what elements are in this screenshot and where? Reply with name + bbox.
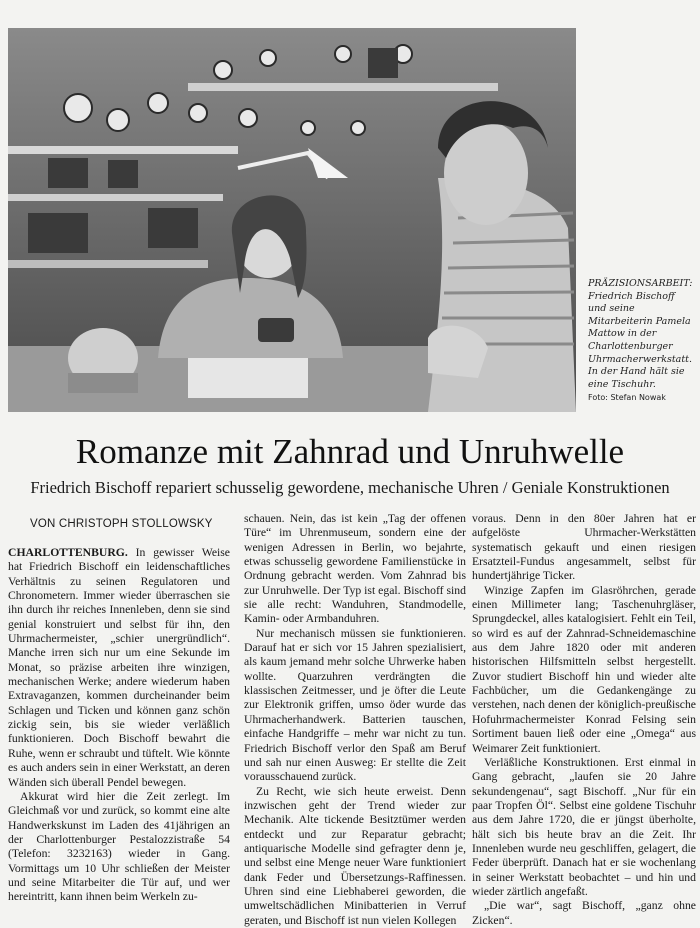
column-2-paragraph-3: Zu Recht, wie sich heute erweist. Denn inzwischen geht der Trend wieder zur Mechanik. Alte tickende Besitztümer werden entdeckt und zur Reparatur gebracht; antiquarische Modelle sind gefragter denn je, und selbst eine Menge neuer Ware funktioniert dank Feder und Übersetzungs-Raffinessen. Uhren sind eine Liebhaberei geworden, die umweltschädlichen Minibatterien in Verruf geraten, und Bischoff ist nun vielen Kollegen (244, 784, 466, 927)
caption-body: Friedrich Bischoff und seine Mitarbeiterin Pamela Mattow in der Charlottenburger Uhrmacherwerkstatt. In der Hand hält sie eine Tischuhr. (588, 290, 693, 390)
article-column-3 (472, 512, 696, 927)
column-3-paragraph-3: Verläßliche Konstruktionen. Erst einmal in Gang gebracht, „laufen sie 20 Jahre sekundengenau“, sagt Bischoff. „Nur für ein paar Tropfen Öl“. Selbst eine goldene Tischuhr aus dem Jahre 1720, die er jüngst überholte, hält sich bis heute brav an die Zeit. Ihr Innenleben wurde neu geschliffen, gelagert, die Feder überprüft. Danach hat er sie wochenlang in seiner Werkstatt beobachtet – und hin und wieder zärtlich angefaßt. (472, 755, 696, 898)
column-2-paragraph-1: schauen. Nein, das ist kein „Tag der offenen Türe“ im Uhrenmuseum, sondern eine der wenigen Adressen in Berlin, wo bejahrte, etwas schusselig gewordene Familienstücke in Ordnung gebracht werden. Vom Zahnrad bis zur Unruhwelle. Der Typ ist egal. Bischoff sind sie alle recht: Wanduhren, Standmodelle, Kamin- oder Armbanduhren. (244, 512, 466, 626)
column-1-paragraph-1 (8, 546, 230, 790)
column-3-paragraph-4: „Die war“, sagt Bischoff, „ganz ohne Zicken“. (472, 899, 696, 927)
column-1-paragraph-2: Akkurat wird hier die Zeit zerlegt. Im Gleichmaß vor und zurück, so kommt eine alte Handwerkskunst im Laden des 41jährigen an der Charlottenburger Pestalozzistraße 54 (Telefon: 3232163) wieder in Gang. Vormittags um 10 Uhr schließen der Meister und seine Mitarbeiter die Tür auf, und wer hereintritt, kann ihnen beim Werkeln zu- (8, 789, 230, 904)
photo-caption (588, 278, 696, 405)
column-3-paragraph-2: Winzige Zapfen im Glasröhrchen, gerade einen Millimeter lang; Taschenuhrgläser, Sprungdeckel, alles katalogisiert. Fehlt ein Teil, so wird es auf der Zahnrad-Schneidemaschine aus dem Jahre 1820 oder mit anderen historischen Hilfsmitteln selbst hergestellt. Zuvor studiert Bischoff hin und wieder alte Fachbücher, um die Gedankengänge zu verstehen, nach denen der königlich-preußische Hofuhrmachermeister Konrad Felsing sein Sortiment bauen ließ oder eine „Omega“ aus Weimarer Zeit funktioniert. (472, 583, 696, 755)
article-subheadline: Friedrich Bischoff repariert schusselig gewordene, mechanische Uhren / Geniale Konstruktionen (30, 478, 670, 497)
article-column-2 (244, 512, 466, 927)
photo-credit: Foto: Stefan Nowak (588, 393, 666, 403)
dateline: CHARLOTTENBURG. (8, 546, 128, 559)
article-column-1 (8, 546, 230, 904)
workshop-photo-illustration (8, 28, 576, 412)
article-byline: VON CHRISTOPH STOLLOWSKY (30, 518, 213, 530)
article-headline: Romanze mit Zahnrad und Unruhwelle (75, 432, 625, 471)
column-2-paragraph-2: Nur mechanisch müssen sie funktionieren. Darauf hat er sich vor 15 Jahren spezialisiert, als kaum jemand mehr solche Uhrwerke haben wollte. Quarzuhren verdrängten die klassischen Zeitmesser, und je öfter die Leute zur Elektronik griffen, umso öder wurde das Uhrmacherhandwerk. Batterien tauschen, einfache Handgriffe – mehr war nicht zu tun. Friedrich Bischoff verlor den Spaß am Beruf und sah nur einen Ausweg: Er stellte die Zeit vorausschauend zurück. (244, 626, 466, 784)
article-photo (8, 28, 576, 412)
column-1-text-1: In gewisser Weise hat Friedrich Bischoff ein leidenschaftliches Verhältnis zu seinen Regulatoren und Chronometern. Immer wieder überraschen sie ihn durch ihr reiches Innenleben, denn sie sind genial konstruiert und selbst für ihn, den Uhrmachermeister, „schier unergründlich“. Manche irren sich nur um eine Sekunde im Monat, so präzise arbeiten ihre winzigen, mechanischen Werke; andere wiederum haben Extravaganzen, kommen durcheinander beim Schlagen und Ticken und können ganz schön zickig sein, bis sie wieder verläßlich funktionieren. Doch Bischoff bewahrt die Ruhe, wenn er schraubt und tüftelt. Wie könnte es auch anders sein in einer Werkstatt, an deren Wänden sich überall Pendel bewegen. (8, 546, 230, 789)
column-3-paragraph-1: voraus. Denn in den 80er Jahren hat er aufgelöste Uhrmacher-Werkstätten systematisch gekauft und einen riesigen Ersatzteil-Fundus angesammelt, selbst für hundertjährige Ticker. (472, 512, 696, 583)
caption-title: PRÄZISIONSARBEIT: (588, 278, 693, 289)
